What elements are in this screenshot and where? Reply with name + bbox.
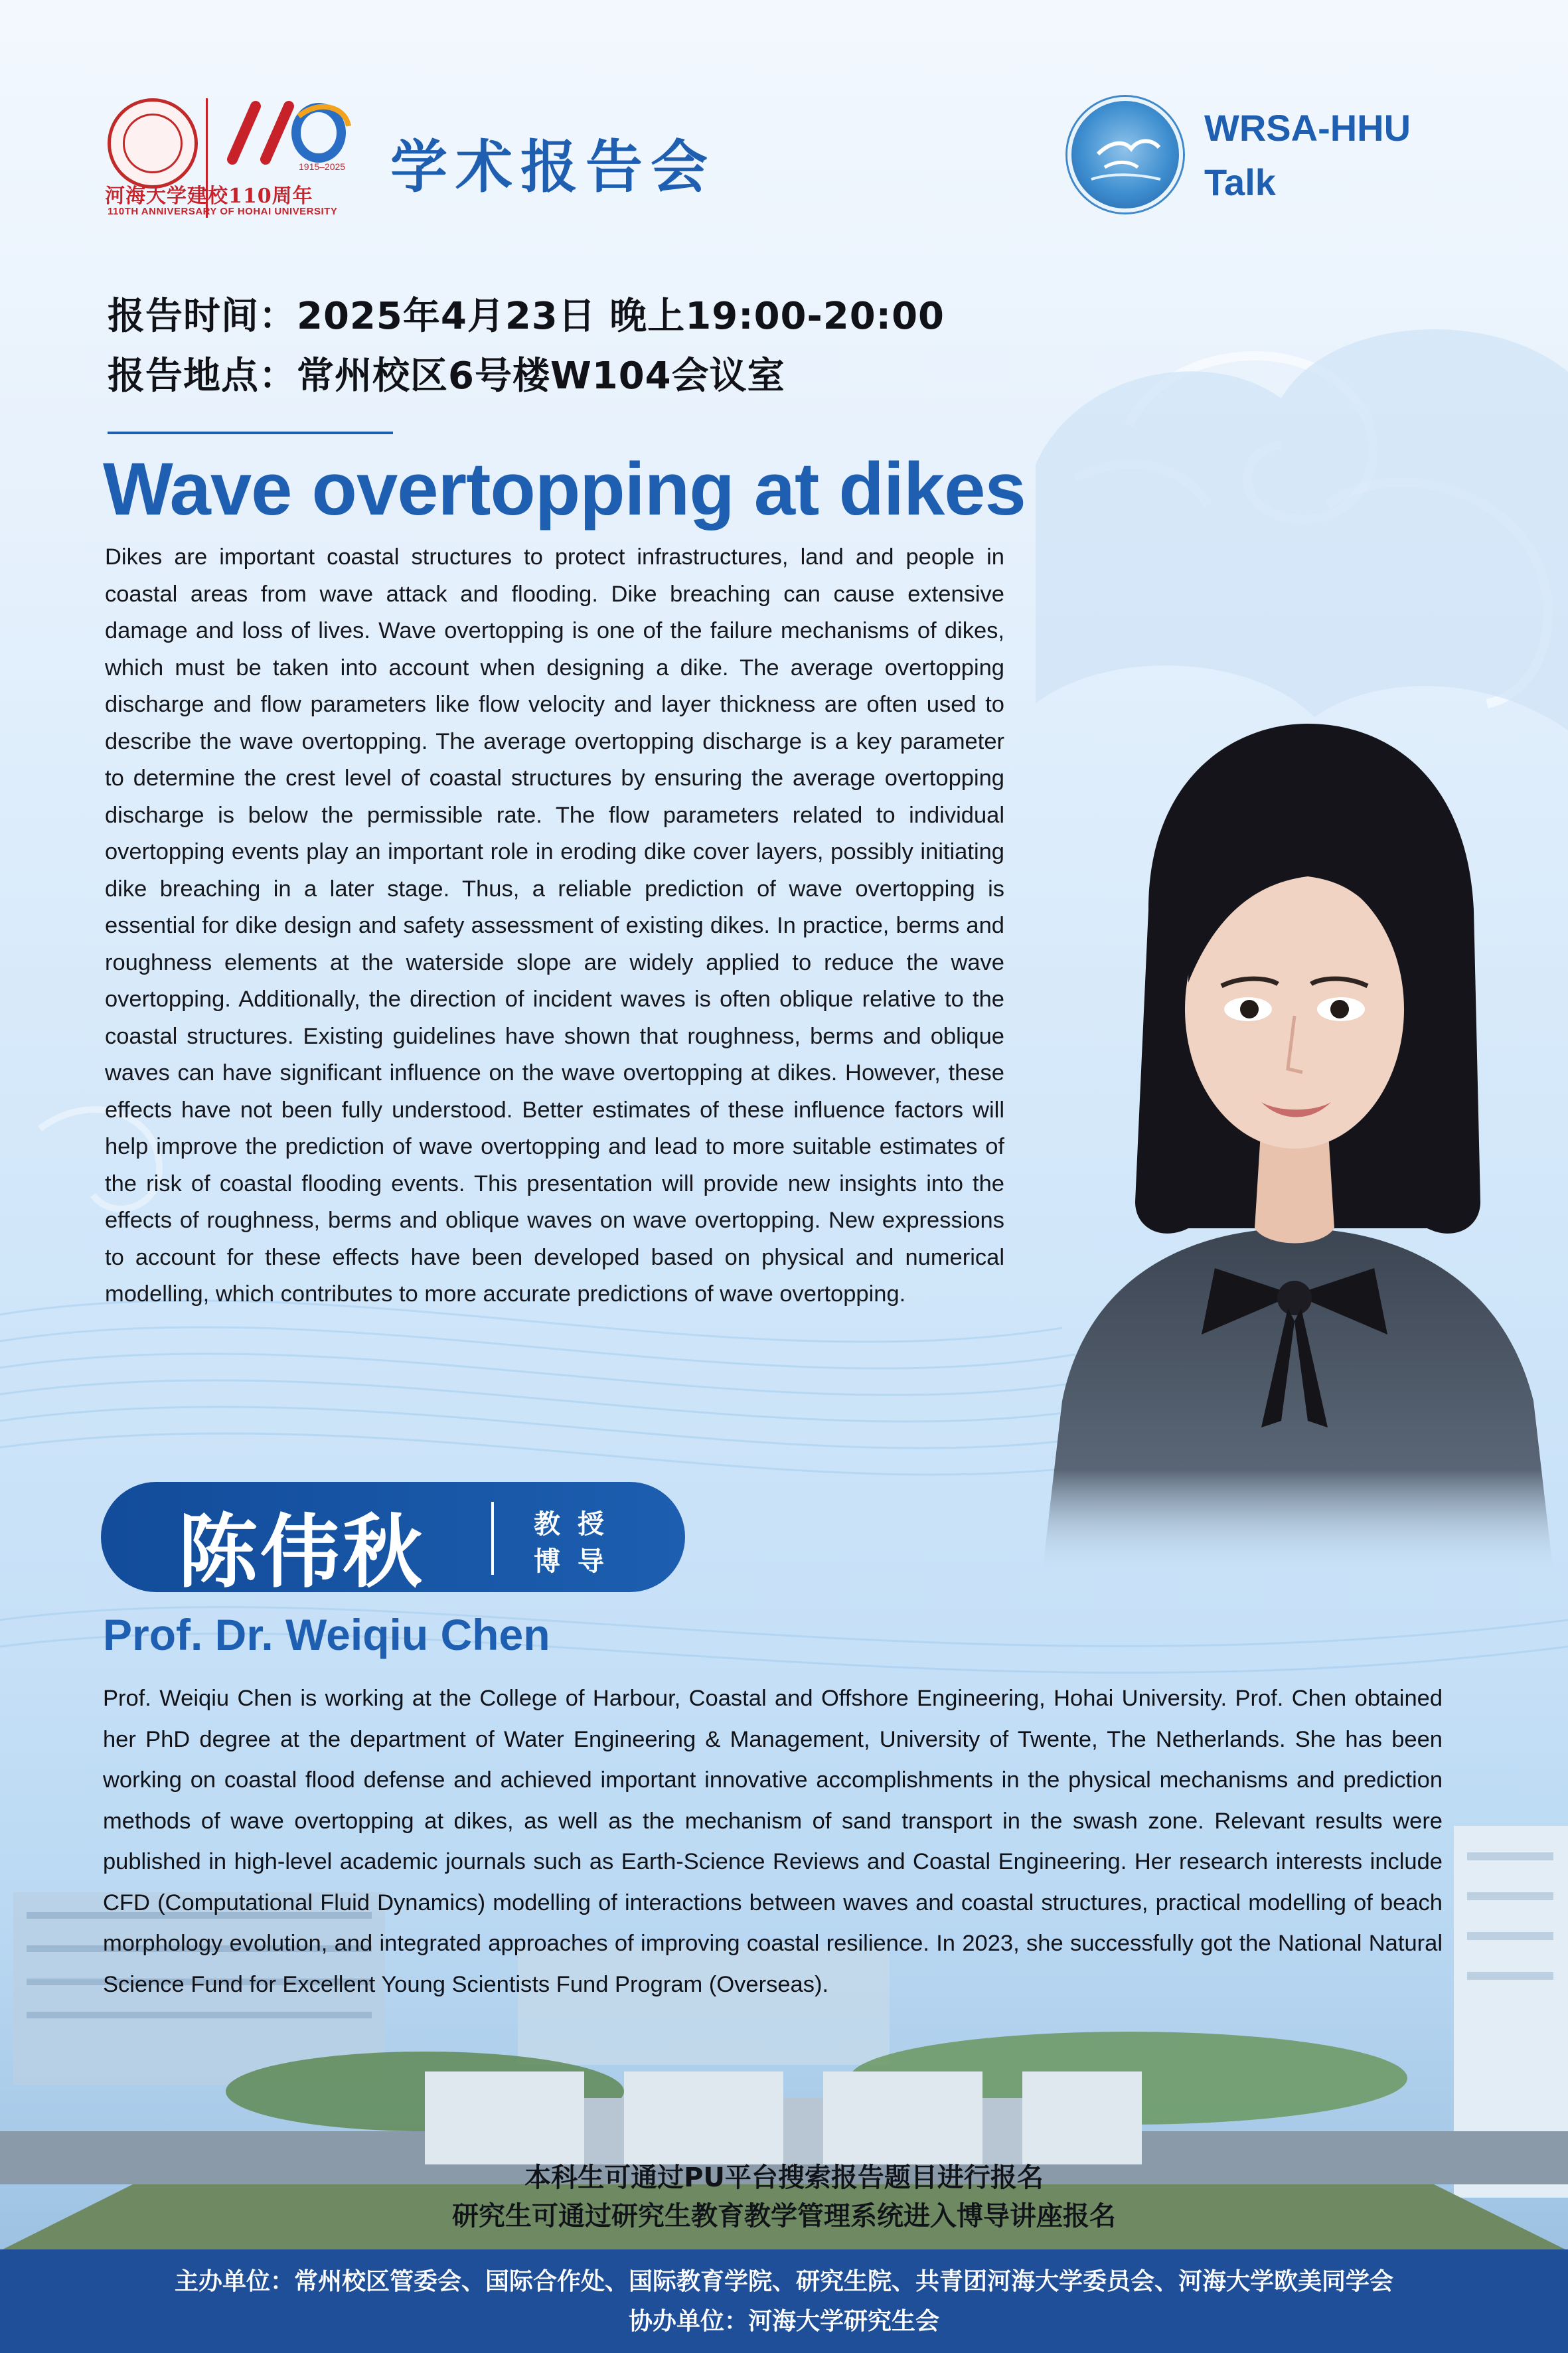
anniversary-subtitle: 110TH ANNIVERSARY OF HOHAI UNIVERSITY (108, 206, 338, 217)
speaker-photo (1016, 697, 1568, 1574)
talk-abstract: Dikes are important coastal structures to protect infrastructures, land and people in coastal areas from wave attack and flooding. Dike breaching can cause extensive damage and loss of lives. Wave overtopping is one of the failure mechanisms of dikes, which must be taken into account when designing a dike. The average overtopping discharge and flow parameters like flow velocity and layer thickness are often used to describe the wave overtopping. The average overtopping discharge is a key parameter to determine the crest level of coastal structures by ensuring the average overtopping discharge is below the permissible rate. The flow parameters related to individual overtopping events play an important role in eroding dike cover layers, possibly initiating dike breaching in a later stage. Thus, a reliable prediction of wave overtopping is essential for dike design and safety assessment of existing dikes. In practice, berms and roughness elements at the waterside slope are widely applied to reduce the wave overtopping. Additionally, the direction of incident waves is often oblique relative to the coastal structures. Existing guidelines have shown that roughness, berms and oblique waves can have significant influence on the wave overtopping at dikes. However, these effects have not been fully understood. Better estimates of these influence factors will help improve the prediction of wave overtopping and lead to more suitable estimates of the risk of coastal flooding events. This presentation will provide new insights into the effects of roughness, berms and oblique waves on wave overtopping. New expressions to account for these effects have been developed based on physical and numerical modelling, which contributes to more accurate predictions of wave overtopping. (105, 544, 1004, 1307)
speaker-name-en: Prof. Dr. Weiqiu Chen (103, 1610, 550, 1659)
title-rule (108, 432, 393, 434)
brand-title (1204, 101, 1411, 210)
registration-undergrad: 本科生可通过PU平台搜索报告题目进行报名 (524, 2162, 1044, 2193)
anniversary-110-logo-icon (219, 93, 352, 173)
brand-line-1: WRSA-HHU (1204, 107, 1411, 149)
speaker-bio: Prof. Weiqiu Chen is working at the College of Harbour, Coastal and Offshore Engineering, Hohai University. Prof. Chen obtained her PhD degree at the department of Water Engineering & Management, University of Twente, The Netherlands. She has been working on coastal flood defense and achieved important innovative accomplishments in the physical mechanisms and prediction methods of wave overtopping at dikes, as well as the mechanism of sand transport in the swash zone. Relevant results were published in high-level academic journals such as Earth-Science Reviews and Coastal Engineering. Her research interests include CFD (Computational Fluid Dynamics) modelling of interactions between waves and coastal structures, practical modelling of beach morphology evolution, and integrated approaches of improving coastal resilience. In 2023, she successfully got the National Natural Science Fund for Excellent Young Scientists Fund Program (Overseas). (103, 1686, 1443, 1997)
footer-co-host: 协办单位：河海大学研究生会 (628, 2308, 939, 2335)
brand-line-2: Talk (1204, 161, 1276, 203)
event-time: 报告时间：2025年4月23日 晚上19:00-20:00 (108, 295, 945, 338)
event-place: 报告地点：常州校区6号楼W104会议室 (108, 355, 785, 398)
page-title: 学术报告会 (390, 134, 716, 201)
footer-host: 主办单位：常州校区管委会、国际合作处、国际教育学院、研究生院、共青团河海大学委员会、河海大学欧美同学会 (174, 2268, 1393, 2295)
anniversary-years: 1915–2025 (299, 161, 346, 172)
talk-title: Wave overtopping at dikes (103, 447, 1026, 530)
wrsa-association-logo-icon (1067, 97, 1183, 212)
registration-graduate: 研究生可通过研究生教育教学管理系统进入博导讲座报名 (452, 2201, 1116, 2231)
speaker-name-cn: 陈伟秋 (178, 1505, 425, 1599)
anniversary-caption: 河海大学建校110周年 (105, 185, 313, 208)
speaker-rank-line-1: 教授 (534, 1509, 621, 1540)
speaker-rank-line-2: 博导 (534, 1546, 621, 1577)
hohai-university-seal-icon (108, 98, 198, 189)
speaker-name-divider (491, 1502, 494, 1575)
